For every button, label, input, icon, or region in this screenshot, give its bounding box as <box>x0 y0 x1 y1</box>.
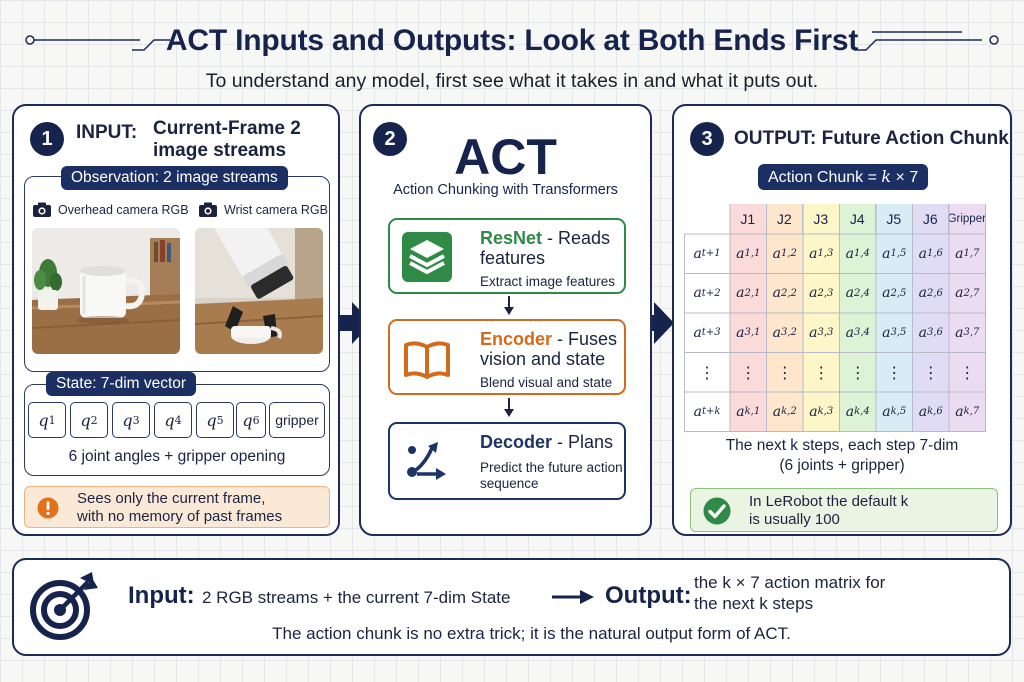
matrix-cell: a 2,6 <box>918 285 943 302</box>
matrix-cell: ⋮ <box>922 362 939 382</box>
matrix-cell: a 1,6 <box>918 245 943 262</box>
model-panel <box>359 104 652 536</box>
wrist-camera-label <box>198 202 328 218</box>
matrix-cell: a k,6 <box>918 403 943 420</box>
matrix-cell: a 2,1 <box>736 285 761 302</box>
resnet-module <box>388 218 626 294</box>
matrix-column-header: J6 <box>913 204 950 234</box>
default-k-text <box>749 493 908 529</box>
matrix-cell: a 2,7 <box>955 285 980 302</box>
exclamation-icon <box>37 497 59 519</box>
title-row <box>0 22 1024 62</box>
state-cell-q3: q 3 <box>112 402 150 438</box>
next-steps-caption <box>674 436 1010 476</box>
matrix-cell: a k,3 <box>809 403 834 420</box>
model-subtitle: Action Chunking with Transformers <box>393 182 618 198</box>
matrix-cell: a k,4 <box>845 403 870 420</box>
summary-output-text <box>694 572 885 614</box>
matrix-cell: a 1,1 <box>736 245 761 262</box>
summary-arrow <box>552 587 596 607</box>
matrix-cell: a k,5 <box>882 403 907 420</box>
matrix-cell: a k,2 <box>772 403 797 420</box>
warning-text <box>77 490 282 526</box>
camera-icon <box>198 202 218 218</box>
matrix-column-header: Gripper <box>949 204 986 234</box>
matrix-cell: ⋮ <box>849 362 866 382</box>
output-heading-detail: Future Action Chunk <box>821 128 1009 149</box>
matrix-row-label: a t+1 <box>693 245 721 262</box>
default-k-line-2: is usually 100 <box>749 511 840 528</box>
matrix-row-label: ⋮ <box>699 362 715 382</box>
decoder-module <box>388 422 626 500</box>
matrix-cell: ⋮ <box>886 362 903 382</box>
state-cell-gripper: gripper <box>269 402 325 438</box>
matrix-cell: a 3,6 <box>918 324 943 341</box>
matrix-row-label: a t+k <box>693 403 721 420</box>
camera-icon <box>32 202 52 218</box>
matrix-cell: a 3,4 <box>845 324 870 341</box>
matrix-column-header: J5 <box>876 204 913 234</box>
branching-arrows-icon <box>402 436 452 486</box>
matrix-cell: a 3,1 <box>736 324 761 341</box>
output-heading-label: OUTPUT: <box>734 128 817 149</box>
encoder-module <box>388 319 626 395</box>
matrix-cell: a 2,4 <box>845 285 870 302</box>
input-heading-label: INPUT: <box>76 122 138 143</box>
matrix-cell: a 2,5 <box>882 285 907 302</box>
matrix-cell: a 2,3 <box>809 285 834 302</box>
state-cell-q5: q 5 <box>196 402 234 438</box>
right-circuit-decoration <box>852 22 1002 62</box>
wrist-camera-text: Wrist camera RGB <box>224 203 328 217</box>
matrix-cell: a 3,3 <box>809 324 834 341</box>
warning-line-2: with no memory of past frames <box>77 508 283 525</box>
decoder-desc: Predict the future action sequence <box>480 460 623 491</box>
state-cell-q6: q 6 <box>236 402 266 438</box>
matrix-column-header: J1 <box>730 204 767 234</box>
matrix-cell: ⋮ <box>776 362 793 382</box>
decoder-title: Decoder - Plans <box>480 432 614 452</box>
page-title: ACT Inputs and Outputs: Look at Both Ends First <box>165 24 859 57</box>
matrix-column-header: J2 <box>767 204 804 234</box>
encoder-title: Encoder - Fuses vision and state <box>480 329 618 369</box>
state-pill: State: 7-dim vector <box>46 372 196 396</box>
warning-box <box>24 486 330 528</box>
summary-output-label: Output: <box>605 582 692 609</box>
summary-input-text: 2 RGB streams + the current 7-dim State <box>202 588 511 607</box>
input-heading-detail: Current-Frame 2 image streams <box>153 118 301 161</box>
matrix-cell: a k,7 <box>955 403 980 420</box>
step-badge-1: 1 <box>30 122 64 156</box>
state-caption: 6 joint angles + gripper opening <box>68 448 286 465</box>
matrix-cell: ⋮ <box>959 362 976 382</box>
stacked-layers-icon <box>402 232 452 282</box>
output-panel <box>672 104 1012 536</box>
encoder-desc: Blend visual and state <box>480 375 613 390</box>
summary-panel <box>12 558 1011 656</box>
state-cell-q1: q 1 <box>28 402 66 438</box>
matrix-column-header: J4 <box>840 204 877 234</box>
matrix-cell: a k,1 <box>736 403 761 420</box>
matrix-cell: a 1,7 <box>955 245 980 262</box>
check-circle-icon <box>703 497 731 525</box>
matrix-row-label: a t+2 <box>693 285 721 302</box>
matrix-cell: ⋮ <box>740 362 757 382</box>
resnet-title: ResNet - Reads features <box>480 228 611 268</box>
wrist-camera-image <box>195 228 323 354</box>
action-matrix <box>684 204 986 432</box>
step-badge-3: 3 <box>690 122 724 156</box>
state-cell-q2: q 2 <box>70 402 108 438</box>
matrix-cell: a 2,2 <box>772 285 797 302</box>
summary-input-label: Input: <box>128 582 195 609</box>
overhead-camera-image <box>32 228 180 354</box>
matrix-cell: ⋮ <box>813 362 830 382</box>
warning-line-1: Sees only the current frame, <box>77 490 266 507</box>
flow-down-arrow-2 <box>503 398 515 418</box>
step-badge-2: 2 <box>373 122 407 156</box>
resnet-desc: Extract image features <box>480 274 616 289</box>
summary-note: The action chunk is no extra trick; it is the natural output form of ACT. <box>272 624 791 643</box>
next-steps-line-2: (6 joints + gripper) <box>779 457 905 474</box>
page-subtitle: To understand any model, first see what it takes in and what it puts out. <box>205 70 819 92</box>
matrix-cell: a 1,5 <box>882 245 907 262</box>
matrix-cell: a 3,5 <box>882 324 907 341</box>
default-k-box <box>690 488 998 532</box>
matrix-cell: a 1,2 <box>772 245 797 262</box>
summary-output-line-1: the k × 7 action matrix for <box>694 573 886 592</box>
output-heading <box>734 128 1009 150</box>
summary-output-line-2: the next k steps <box>694 594 814 613</box>
input-panel <box>12 104 340 536</box>
overhead-camera-text: Overhead camera RGB <box>58 203 189 217</box>
default-k-line-1: In LeRobot the default k <box>749 493 909 510</box>
matrix-row-label: a t+3 <box>693 324 721 341</box>
matrix-cell: a 3,2 <box>772 324 797 341</box>
next-steps-line-1: The next k steps, each step 7-dim <box>725 437 959 454</box>
action-chunk-pill: Action Chunk = k × 7 <box>758 164 928 190</box>
overhead-camera-label <box>32 202 189 218</box>
flow-down-arrow-1 <box>503 296 515 316</box>
matrix-cell: a 1,4 <box>845 245 870 262</box>
open-book-icon <box>402 333 452 383</box>
state-cell-q4: q 4 <box>154 402 192 438</box>
model-title: ACT <box>454 129 557 185</box>
matrix-cell: a 1,3 <box>809 245 834 262</box>
observation-pill: Observation: 2 image streams <box>61 166 288 190</box>
matrix-column-header: J3 <box>803 204 840 234</box>
matrix-cell: a 3,7 <box>955 324 980 341</box>
